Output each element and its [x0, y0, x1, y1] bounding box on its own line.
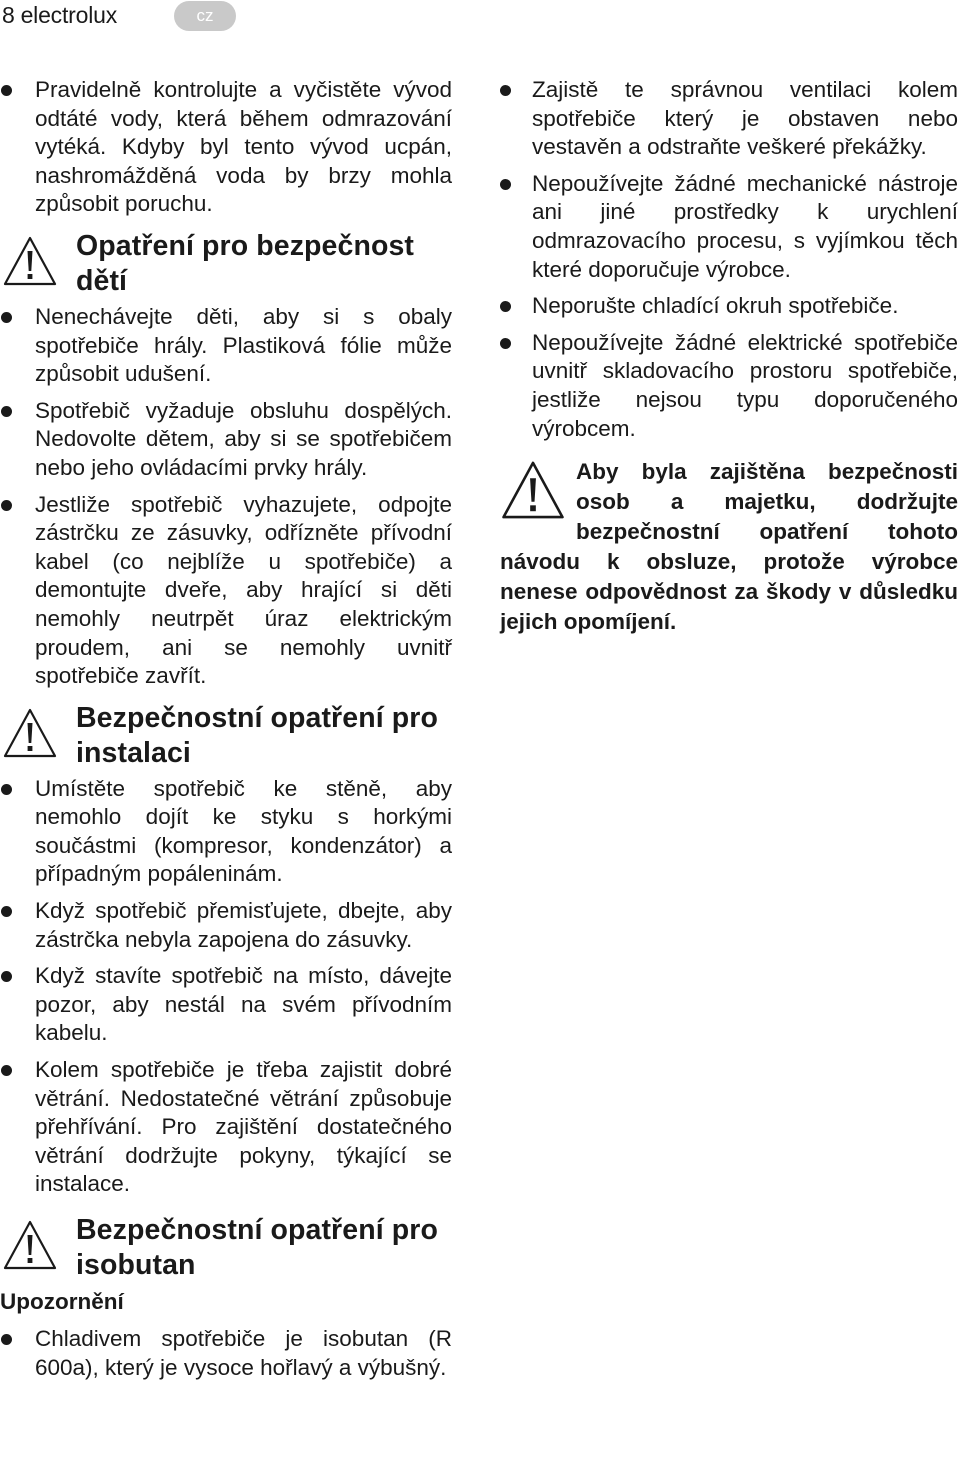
list-item: Jestliže spotřebič vyhazujete, odpojte zástrčku ze zásuvky, odřízněte přívodní kabel (co nejblíže u spotřebiče) a demontujte dveře, aby hrající si děti nemohly neutrpět úraz elektrickým proudem, ani se nemohly uvnitř spotřebiče zavřít.: [0, 491, 452, 691]
warning-triangle-icon: [2, 235, 58, 287]
language-badge: cz: [174, 1, 236, 31]
isobutane-safety-list: [0, 1325, 452, 1382]
warning-triangle-icon: [2, 1219, 58, 1271]
section-heading-installation: [0, 701, 452, 773]
warning-note: [500, 457, 958, 637]
list-item: Nepoužívejte žádné mechanické nástroje ani jiné prostředky k urychlení odmrazovacího procesu, s vyjímkou těch které doporučuje výrobce.: [500, 170, 958, 284]
installation-safety-list: [0, 775, 452, 1199]
page-header: [0, 0, 960, 34]
section-heading-children: [0, 229, 452, 301]
list-item: Spotřebič vyžaduje obsluhu dospělých. Nedovolte dětem, aby si se spotřebičem nebo jeho ovládacími prvky hrály.: [0, 397, 452, 483]
right-column: [500, 76, 958, 637]
list-item: Nenechávejte děti, aby si s obaly spotřebiče hrály. Plastiková fólie může způsobit udušení.: [0, 303, 452, 389]
ventilation-list: [500, 76, 958, 443]
list-item: Když spotřebič přemisťujete, dbejte, aby zástrčka nebyla zapojena do zásuvky.: [0, 897, 452, 954]
list-item: Zajistě te správnou ventilaci kolem spotřebiče který je obstaven nebo vestavěn a odstraňte veškeré překážky.: [500, 76, 958, 162]
list-item: Chladivem spotřebiče je isobutan (R 600a), který je vysoce hořlavý a výbušný.: [0, 1325, 452, 1382]
list-item: Pravidelně kontrolujte a vyčistěte vývod odtáté vody, která během odmrazování vytéká. Kdyby byl tento vývod ucpán, nashromážděná voda by brzy mohla způsobit poruchu.: [0, 76, 452, 219]
page-number: 8: [2, 2, 15, 28]
warning-triangle-icon: [2, 707, 58, 759]
page-number-brand: [2, 2, 117, 29]
intro-list: [0, 76, 452, 219]
section-title: Bezpečnostní opatření pro instalaci: [76, 701, 438, 769]
warning-note-text: Aby byla zajištěna bezpečnosti osob a majetku, dodržujte bezpečnostní opatření tohoto návodu k obsluze, protože výrobce nenese odpovědnost za škody v důsledku jejich opomíjení.: [500, 459, 958, 635]
section-title: Bezpečnostní opatření pro isobutan: [76, 1214, 438, 1281]
children-safety-list: [0, 303, 452, 691]
list-item: Umístěte spotřebič ke stěně, aby nemohlo dojít ke styku s horkými součástmi (kompresor, kondenzátor) a případným popáleninám.: [0, 775, 452, 889]
warning-triangle-icon: [500, 459, 566, 521]
list-item: Kolem spotřebiče je třeba zajistit dobré větrání. Nedostatečné větrání způsobuje přehřívání. Pro zajištění dostatečného větrání dodržujte pokyny, týkající se instalace.: [0, 1056, 452, 1199]
section-heading-isobutane: [0, 1213, 452, 1285]
list-item: Když stavíte spotřebič na místo, dávejte pozor, aby nestál na svém přívodním kabelu.: [0, 962, 452, 1048]
list-item: Nepoužívejte žádné elektrické spotřebiče uvnitř skladovacího prostoru spotřebiče, jestliže nejsou typu doporučeného výrobcem.: [500, 329, 958, 443]
brand-name: electrolux: [20, 2, 118, 28]
left-column: [0, 76, 452, 1390]
list-item: Neporušte chladící okruh spotřebiče.: [500, 292, 958, 321]
section-title: Opatření pro bezpečnost dětí: [76, 229, 415, 297]
warning-subheading: Upozornění: [0, 1289, 124, 1314]
